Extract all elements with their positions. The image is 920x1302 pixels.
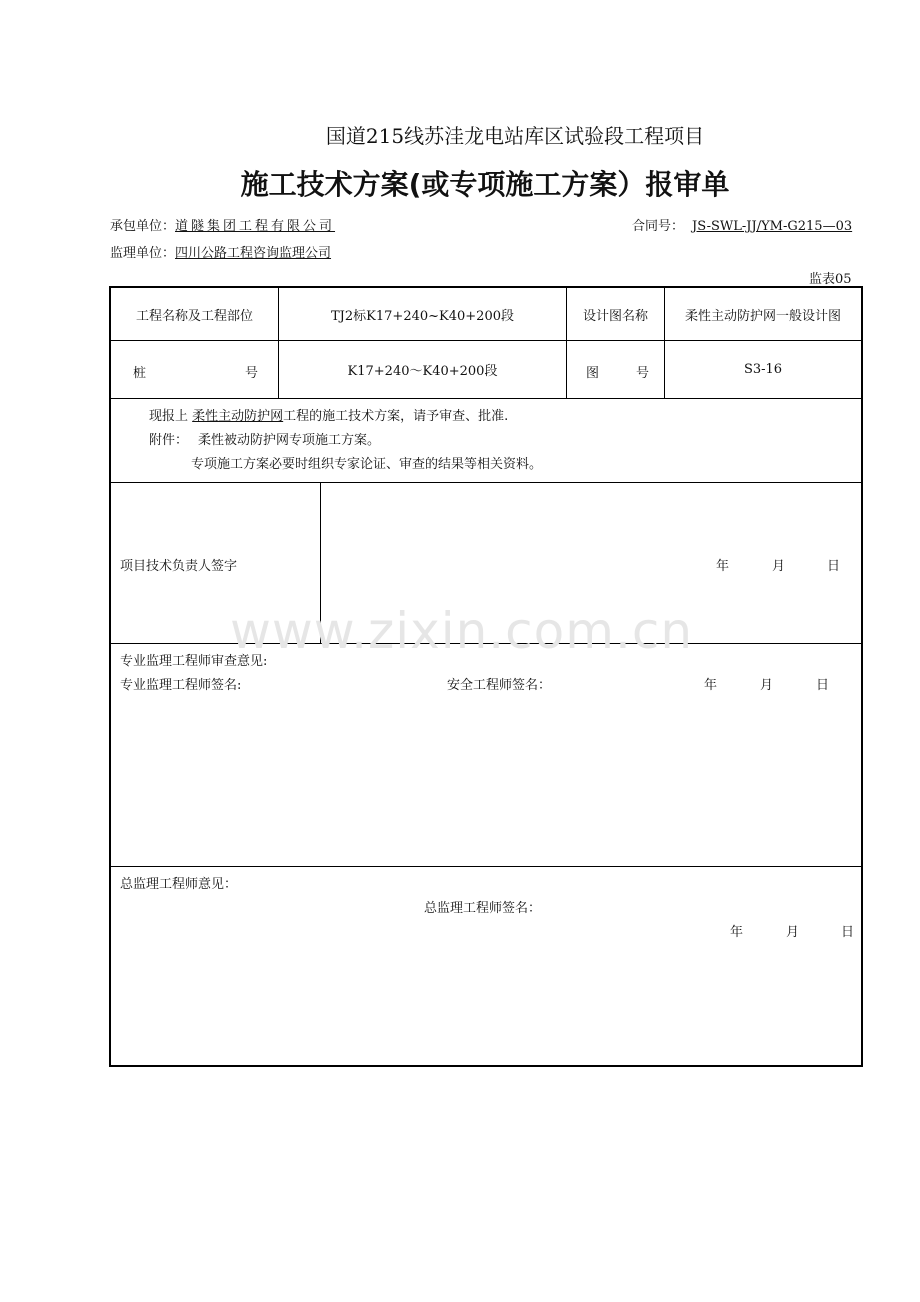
contractor-line (110, 215, 335, 234)
chief-opinion-label: 总监理工程师意见： (120, 877, 238, 892)
attachment-line (149, 429, 380, 448)
tech-lead-signature-label: 项目技术负责人签字 (120, 559, 238, 574)
station-label-a: 桩 (133, 366, 147, 381)
chief-signature-label: 总监理工程师签名： (424, 901, 542, 916)
contract-no-value: JS-SWL-JJ/YM-G215—03 (692, 219, 853, 234)
project-name-location-label: 工程名称及工程部位 (135, 308, 253, 324)
contractor-label: 承包单位： (110, 219, 176, 234)
engineer-signature-label: 专业监理工程师签名: (120, 678, 242, 693)
chief-sign-day: 日 (841, 925, 855, 940)
supervisor-value: 四川公路工程咨询监理公司 (175, 246, 332, 261)
approval-table (109, 286, 863, 1067)
contract-no-label: 合同号： (632, 219, 685, 234)
attachment-value: 柔性被动防护网专项施工方案。 (198, 433, 381, 448)
report-prefix: 现报上 (149, 409, 189, 424)
tech-sign-year: 年 (716, 559, 730, 574)
drawing-name-value: 柔性主动防护网一般设计图 (684, 308, 841, 324)
supervisor-line (110, 242, 343, 261)
drawing-no-label-a: 图 (586, 366, 600, 381)
project-name: 国道215线苏洼龙电站库区试验段工程项目 (325, 124, 705, 148)
watermark: www.zixin.com.cn (230, 602, 694, 660)
attachment-note: 专项施工方案必要时组织专家论证、审查的结果等相关资料。 (191, 457, 543, 472)
tech-sign-day: 日 (827, 559, 841, 574)
contractor-value: 道隧集团工程有限公司 (175, 219, 336, 234)
drawing-no-label-b: 号 (636, 366, 650, 381)
chief-sign-year: 年 (730, 925, 744, 940)
chief-sign-month: 月 (786, 925, 800, 940)
engineer-opinion-label: 专业监理工程师审查意见: (120, 654, 268, 669)
attachment-label: 附件： (149, 433, 189, 448)
project-section-value: TJ2标K17+240~K40+200段 (331, 308, 514, 324)
form-code: 监表05 (809, 272, 852, 287)
drawing-name-label: 设计图名称 (582, 308, 648, 324)
supervisor-label: 监理单位： (110, 246, 176, 261)
station-label-b: 号 (245, 366, 259, 381)
station-value: K17+240～K40+200段 (347, 364, 498, 379)
report-suffix: 工程的施工技术方案，请予审查、批准. (283, 409, 509, 424)
contract-no-line (632, 215, 852, 234)
report-item: 柔性主动防护网 (192, 409, 284, 424)
drawing-no-value: S3-16 (743, 362, 783, 377)
form-title: 施工技术方案(或专项施工方案）报审单 (240, 168, 730, 201)
engineer-sign-month: 月 (760, 678, 774, 693)
report-line (149, 405, 508, 424)
safety-engineer-signature-label: 安全工程师签名： (447, 678, 552, 693)
engineer-sign-year: 年 (704, 678, 718, 693)
engineer-sign-day: 日 (816, 678, 830, 693)
tech-sign-month: 月 (772, 559, 786, 574)
